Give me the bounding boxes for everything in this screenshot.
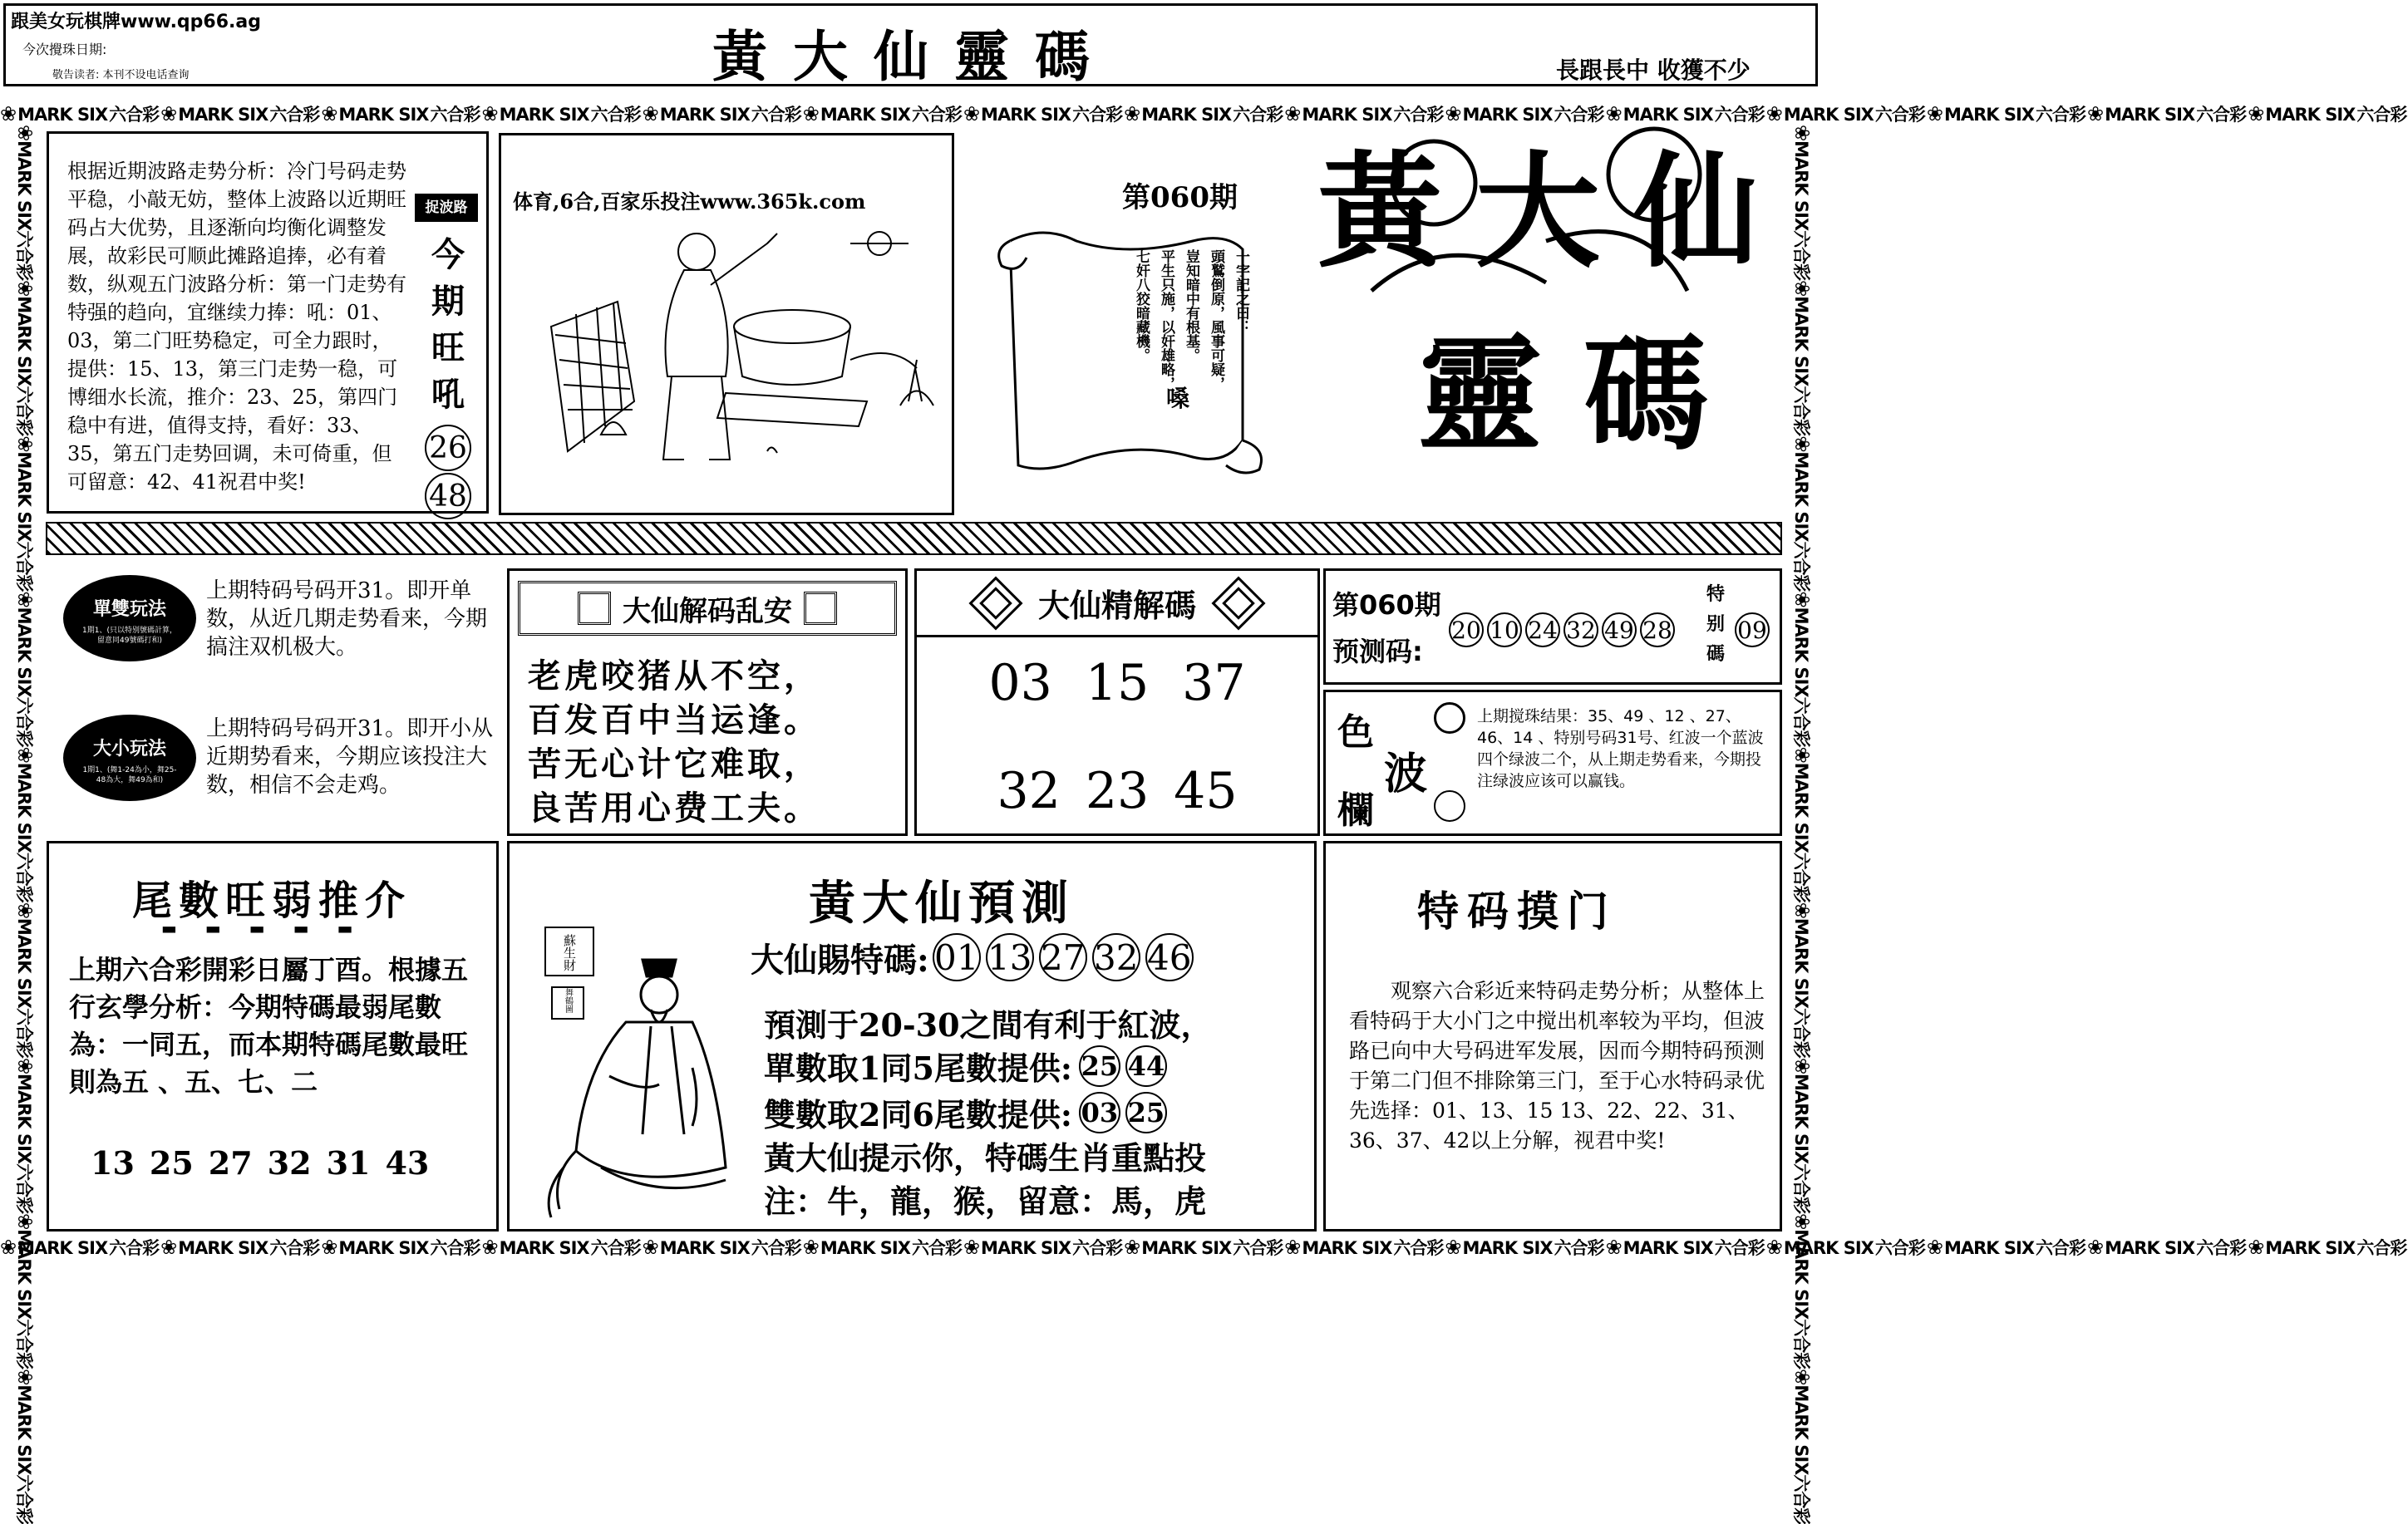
scroll-line: 平生只施，以奸雄略， [1158, 249, 1174, 391]
master-code-number: 03 [988, 654, 1052, 712]
band-text-en: MARK SIX [2265, 1238, 2356, 1258]
flower-icon: ❀ [963, 1236, 980, 1259]
band-text-zh: 六合彩 [1791, 696, 1811, 747]
prediction-label: 预测码: [1332, 636, 1423, 667]
band-text-en: MARK SIX [14, 296, 34, 386]
wave-vertical-words [423, 232, 473, 418]
tail-title: 尾數旺弱推介 [132, 878, 412, 924]
flower-icon: ❀ [2248, 102, 2264, 125]
master-code-number: 45 [1174, 762, 1238, 820]
master-code-header [917, 571, 1317, 637]
flower-icon: ❀ [2087, 1236, 2104, 1259]
band-text-zh: 六合彩 [1554, 1238, 1604, 1258]
border-band-bottom [0, 1235, 2407, 1265]
gift-row [751, 933, 1199, 981]
band-text-en: MARK SIX [1783, 105, 1874, 125]
band-text-en: MARK SIX [1791, 140, 1811, 231]
band-text-en: MARK SIX [1462, 1238, 1553, 1258]
wave-vertical-char: 吼 [431, 375, 465, 414]
odd-even-text: 上期特码号码开31。即开单数，从近几期走势看来，今期搞注双机极大。 [206, 578, 488, 660]
farmer-illustration [518, 210, 942, 509]
band-text-zh: 六合彩 [1393, 105, 1444, 125]
page-title: 黃 大 仙 靈 碼 [712, 24, 1093, 89]
master-code-number: 37 [1182, 654, 1246, 712]
tail-number: 27 [208, 1144, 253, 1182]
prediction-number: 20 [1449, 612, 1484, 647]
diamond-icon [1211, 576, 1265, 630]
flower-icon: ❀ [1445, 102, 1461, 125]
band-text-zh: 六合彩 [1874, 1238, 1925, 1258]
flower-icon: ❀ [802, 1236, 819, 1259]
forecast-line-1: 預測于20-30之間有利于紅波， [764, 1006, 1213, 1044]
flower-icon: ❀ [2087, 102, 2104, 125]
seal-stamp-small-text: 舞鶴圖 [563, 988, 573, 1013]
prediction-numbers [1449, 612, 1678, 647]
flower-icon: ❀ [13, 1057, 37, 1074]
band-text-en: MARK SIX [17, 1238, 108, 1258]
forecast-line-2 [764, 1043, 1172, 1089]
flower-icon: ❀ [1605, 102, 1622, 125]
flower-icon: ❀ [13, 591, 37, 607]
ad-illustration-panel [499, 133, 954, 515]
circle-icon [1434, 702, 1465, 734]
master-code-title: 大仙精解碼 [1037, 587, 1196, 624]
band-text-en: MARK SIX [14, 140, 34, 231]
tail-number: 13 [91, 1144, 135, 1182]
flower-icon: ❀ [13, 902, 37, 918]
band-text-en: MARK SIX [1623, 1238, 1713, 1258]
odd-even-note: 1期1、(只以特别號碼計算，留意同49號碼打和) [82, 627, 177, 645]
band-text-en: MARK SIX [1791, 1384, 1811, 1475]
tail-panel [47, 841, 499, 1231]
band-text-en: MARK SIX [14, 1074, 34, 1164]
flower-icon: ❀ [13, 435, 37, 452]
band-text-en: MARK SIX [2265, 105, 2356, 125]
wave-badge: 捉波路 [415, 194, 478, 222]
band-text-en: MARK SIX [981, 1238, 1071, 1258]
band-text-en: MARK SIX [178, 105, 268, 125]
big-small-label: 大小玩法 [92, 739, 166, 760]
band-text-en: MARK SIX [1783, 1238, 1874, 1258]
flower-icon: ❀ [13, 280, 37, 297]
diamond-icon [968, 576, 1022, 630]
wave-vertical-char: 期 [431, 282, 465, 321]
band-text-en: MARK SIX [1943, 1238, 2035, 1258]
flower-icon: ❀ [1765, 102, 1782, 125]
color-wave-char: 欄 [1337, 789, 1374, 832]
riddle-line: 百发百中当运逢。 [528, 701, 820, 740]
gift-number: 46 [1145, 933, 1194, 981]
date-label: 今次攪珠日期: [22, 42, 107, 57]
band-text-en: MARK SIX [14, 451, 34, 542]
band-text-zh: 六合彩 [751, 1238, 801, 1258]
band-text-zh: 六合彩 [1791, 386, 1811, 436]
band-text-en: MARK SIX [338, 1238, 429, 1258]
flower-icon: ❀ [1790, 280, 1814, 297]
slogan: 長跟長中 收獲不少 [1556, 57, 1751, 84]
gift-number: 13 [986, 933, 1034, 981]
band-text-zh: 六合彩 [14, 1319, 34, 1369]
flower-icon: ❀ [13, 125, 37, 141]
band-text-en: MARK SIX [14, 762, 34, 853]
special-label-char: 特 [1706, 583, 1726, 605]
wave-analysis-panel [47, 131, 489, 514]
band-text-zh: 六合彩 [911, 1238, 962, 1258]
forecast-even-number: 03 [1079, 1092, 1120, 1133]
big-title-char: 黃 [1317, 139, 1442, 285]
prediction-number: 10 [1487, 612, 1522, 647]
band-text-en: MARK SIX [1791, 1074, 1811, 1164]
riddle-panel [507, 568, 908, 836]
band-text-en: MARK SIX [14, 1229, 34, 1320]
flower-icon: ❀ [642, 1236, 658, 1259]
band-text-zh: 六合彩 [1874, 105, 1925, 125]
band-text-zh: 六合彩 [14, 1007, 34, 1058]
band-text-en: MARK SIX [1791, 762, 1811, 853]
band-text-zh: 六合彩 [1791, 1319, 1811, 1369]
big-title-bottom [1396, 322, 1729, 468]
notice: 敬告读者: 本刊不设电话查询 [52, 69, 190, 81]
band-text-zh: 六合彩 [2036, 105, 2086, 125]
tail-number: 25 [149, 1144, 194, 1182]
band-text-en: MARK SIX [1791, 607, 1811, 697]
flower-icon: ❀ [1765, 1236, 1782, 1259]
forecast-panel [507, 841, 1317, 1231]
zigzag-divider [46, 522, 1782, 555]
band-text-en: MARK SIX [14, 917, 34, 1008]
forecast-line-3 [764, 1089, 1172, 1135]
band-text-zh: 六合彩 [430, 105, 480, 125]
big-small-note: 1期1、(舞1-24為小，舞25-48為大，舞49為和) [82, 766, 177, 784]
flower-icon: ❀ [1790, 746, 1814, 763]
big-small-badge [63, 715, 196, 801]
flower-icon: ❀ [1790, 1213, 1814, 1230]
band-text-zh: 六合彩 [269, 1238, 320, 1258]
issue-label: 第060期 [1122, 181, 1238, 214]
forecast-line-5: 注：牛，龍，猴，留意：馬，虎 [764, 1182, 1207, 1220]
prediction-number: 28 [1640, 612, 1675, 647]
band-text-zh: 六合彩 [590, 105, 641, 125]
tail-number: 43 [385, 1144, 430, 1182]
ad-text: 体育,6合,百家乐投注www.365k.com [513, 189, 866, 214]
flower-icon: ❀ [1790, 125, 1814, 141]
flower-icon: ❀ [642, 102, 658, 125]
flower-icon: ❀ [1284, 102, 1301, 125]
flower-icon: ❀ [160, 1236, 177, 1259]
wave-vertical-char: 今 [431, 235, 465, 274]
border-band-left [10, 125, 40, 1524]
flower-icon: ❀ [160, 102, 177, 125]
flower-icon: ❀ [1926, 102, 1943, 125]
band-text-zh: 六合彩 [1791, 541, 1811, 592]
flower-icon: ❀ [1284, 1236, 1301, 1259]
band-text-en: MARK SIX [1943, 105, 2035, 125]
master-code-number: 32 [997, 762, 1061, 820]
band-text-en: MARK SIX [14, 607, 34, 697]
sage-illustration [526, 943, 734, 1226]
circle-icon [1434, 790, 1465, 822]
band-text-en: MARK SIX [820, 105, 910, 125]
riddle-line: 良苦用心费工夫。 [528, 789, 820, 828]
flower-icon: ❀ [1790, 902, 1814, 918]
flower-icon: ❀ [0, 1236, 17, 1259]
flower-icon: ❀ [802, 102, 819, 125]
band-text-en: MARK SIX [820, 1238, 910, 1258]
flower-icon: ❀ [321, 1236, 337, 1259]
header-bar [3, 3, 1818, 89]
band-text-en: MARK SIX [659, 105, 750, 125]
band-text-zh: 六合彩 [14, 230, 34, 281]
band-text-en: MARK SIX [1141, 1238, 1232, 1258]
band-text-en: MARK SIX [1791, 1229, 1811, 1320]
band-text-en: MARK SIX [1141, 105, 1232, 125]
band-text-en: MARK SIX [499, 1238, 589, 1258]
flower-icon: ❀ [1790, 435, 1814, 452]
band-text-en: MARK SIX [338, 105, 429, 125]
flower-icon: ❀ [13, 746, 37, 763]
odd-even-badge [63, 575, 196, 661]
forecast-line-2-label: 單數取1同5尾數提供: [764, 1050, 1072, 1087]
band-text-zh: 六合彩 [2196, 105, 2247, 125]
forecast-even-number: 25 [1125, 1092, 1167, 1133]
wave-number: 26 [425, 425, 471, 471]
color-wave-text: 上期搅珠结果：35、49 、12 、27、46、14 、特别号码31号、红波一个蓝波四个绿波二个，从上期走势看来，今期投注绿波应该可以赢钱。 [1477, 707, 1764, 790]
flower-icon: ❀ [481, 1236, 498, 1259]
wave-vertical-char: 旺 [431, 328, 465, 367]
band-text-en: MARK SIX [1623, 105, 1713, 125]
band-text-zh: 六合彩 [2036, 1238, 2086, 1258]
border-band-right [1787, 125, 1817, 1524]
master-code-row-1 [917, 654, 1317, 712]
flower-icon: ❀ [481, 102, 498, 125]
band-text-zh: 六合彩 [430, 1238, 480, 1258]
riddle-lines [528, 654, 820, 830]
square-icon [578, 592, 611, 625]
band-text-zh: 六合彩 [1554, 105, 1604, 125]
band-text-en: MARK SIX [499, 105, 589, 125]
riddle-line: 老虎咬猪从不空， [528, 656, 820, 696]
scroll-line: 頭鷲倒原，風事可疑， [1208, 249, 1224, 391]
color-wave-char: 波 [1384, 749, 1428, 799]
gift-number: 32 [1092, 933, 1140, 981]
big-title-char: 碼 [1583, 322, 1708, 468]
band-text-zh: 六合彩 [2196, 1238, 2247, 1258]
special-label [1706, 579, 1725, 669]
forecast-odd-number: 44 [1125, 1045, 1167, 1087]
forecast-line-3-label: 雙數取2同6尾數提供: [764, 1096, 1072, 1133]
band-text-zh: 六合彩 [1072, 105, 1123, 125]
band-text-zh: 六合彩 [14, 696, 34, 747]
tail-text: 上期六合彩開彩日屬丁酉。根據五行玄學分析：今期特碼最弱尾數為：一同五，而本期特碼尾數最旺則為五 、五、七、二 [69, 954, 469, 1098]
master-code-panel [914, 568, 1320, 836]
prediction-number: 32 [1563, 612, 1598, 647]
scroll-word: 嗓 [1166, 385, 1190, 412]
band-text-zh: 六合彩 [751, 105, 801, 125]
flower-icon: ❀ [1124, 1236, 1140, 1259]
door-title: 特码摸门 [1417, 887, 1617, 936]
odd-even-label: 單雙玩法 [92, 599, 166, 620]
band-text-zh: 六合彩 [2356, 1238, 2407, 1258]
band-text-zh: 六合彩 [14, 1163, 34, 1214]
big-title-top [1301, 139, 1775, 285]
gift-number: 27 [1039, 933, 1087, 981]
band-text-zh: 六合彩 [1233, 105, 1283, 125]
band-text-zh: 六合彩 [1791, 1163, 1811, 1214]
master-code-row-2 [917, 762, 1317, 820]
forecast-title: 黃大仙預測 [809, 876, 1075, 931]
band-text-en: MARK SIX [2105, 105, 2195, 125]
band-text-en: MARK SIX [659, 1238, 750, 1258]
flower-icon: ❀ [1790, 1057, 1814, 1074]
forecast-odd-number: 25 [1079, 1045, 1120, 1087]
special-label-char: 别 [1706, 613, 1726, 635]
wave-number: 48 [425, 473, 471, 519]
band-text-zh: 六合彩 [14, 852, 34, 902]
band-text-zh: 六合彩 [1233, 1238, 1283, 1258]
band-text-en: MARK SIX [1302, 105, 1392, 125]
flower-icon: ❀ [1790, 1369, 1814, 1385]
odd-even-panel [47, 565, 504, 814]
flower-icon: ❀ [13, 1369, 37, 1385]
flower-icon: ❀ [13, 1213, 37, 1230]
band-text-en: MARK SIX [1791, 917, 1811, 1008]
flower-icon: ❀ [1445, 1236, 1461, 1259]
band-text-zh: 六合彩 [109, 1238, 160, 1258]
band-text-zh: 六合彩 [2356, 105, 2407, 125]
prediction-number: 49 [1602, 612, 1637, 647]
scroll-text [1035, 249, 1251, 449]
band-text-zh: 六合彩 [1072, 1238, 1123, 1258]
master-code-number: 23 [1085, 762, 1150, 820]
band-text-zh: 六合彩 [1714, 1238, 1765, 1258]
band-text-en: MARK SIX [14, 1384, 34, 1475]
flower-icon: ❀ [1124, 102, 1140, 125]
band-text-en: MARK SIX [1462, 105, 1553, 125]
riddle-title [518, 581, 897, 636]
band-text-en: MARK SIX [981, 105, 1071, 125]
door-text: 观察六合彩近来特码走势分析；从整体上看特码于大小门之中搅出机率较为平均，但波路已向中大号码进军发展，因而今期特码预测于第二门但不排除第三门，至于心水特码录优先选择：01、13、15 13、22、22、31、36、37、42以上分解，视君中奖! [1349, 979, 1765, 1153]
square-icon [804, 592, 837, 625]
tail-dots: ▬▬▬▬▬ [161, 918, 382, 938]
band-text-zh: 六合彩 [269, 105, 320, 125]
band-text-zh: 六合彩 [109, 105, 160, 125]
band-text-zh: 六合彩 [1714, 105, 1765, 125]
riddle-line: 苦无心计它难取， [528, 745, 820, 784]
forecast-line-4: 黃大仙提示你，特碼生肖重點投 [764, 1139, 1207, 1177]
tail-number: 31 [326, 1144, 371, 1182]
band-text-zh: 六合彩 [14, 386, 34, 436]
tail-numbers [91, 1144, 429, 1182]
band-text-en: MARK SIX [178, 1238, 268, 1258]
prediction-number: 24 [1525, 612, 1560, 647]
flower-icon: ❀ [963, 102, 980, 125]
door-panel [1323, 841, 1782, 1231]
scroll-line: 一字記之曰： [1233, 249, 1249, 334]
prediction-issue: 第060期 [1332, 589, 1441, 621]
riddle-title-text: 大仙解码乱安 [623, 594, 792, 628]
band-text-zh: 六合彩 [1791, 1007, 1811, 1058]
flower-icon: ❀ [321, 102, 337, 125]
wave-analysis-text: 根据近期波路走势分析：冷门号码走势平稳，小敲无妨，整体上波路以近期旺码占大优势，且逐渐向均衡化调整发展，故彩民可顺此摊路追捧，必有着数，纵观五门波路分析：第一门走势有特强的趋向，宜继续力捧：吼：01、03，第二门旺势稳定，可全力跟时，提供：15、13，第三门走势一稳，可博细水长流，推介：23、25，第四门稳中有进，值得支持，看好：33、35，第五门走势回调，未可倚重，但可留意：42、41祝君中奖! [67, 160, 406, 494]
band-text-zh: 六合彩 [1393, 1238, 1444, 1258]
flower-icon: ❀ [1605, 1236, 1622, 1259]
gift-number: 01 [933, 933, 981, 981]
big-title-char: 仙 [1632, 139, 1758, 285]
band-text-zh: 六合彩 [590, 1238, 641, 1258]
site-line: 跟美女玩棋牌www.qp66.ag [11, 12, 261, 32]
band-text-en: MARK SIX [17, 105, 108, 125]
flower-icon: ❀ [0, 102, 17, 125]
big-small-text: 上期特码号码开31。即开小从近期势看来，今期应该投注大数，相信不会走鸡。 [206, 716, 494, 798]
flower-icon: ❀ [1790, 591, 1814, 607]
band-text-en: MARK SIX [1302, 1238, 1392, 1258]
flower-icon: ❀ [1926, 1236, 1943, 1259]
band-text-zh: 六合彩 [14, 541, 34, 592]
band-text-zh: 六合彩 [1791, 1474, 1811, 1524]
band-text-en: MARK SIX [1791, 296, 1811, 386]
band-text-zh: 六合彩 [911, 105, 962, 125]
band-text-en: MARK SIX [1791, 451, 1811, 542]
special-number: 09 [1735, 612, 1770, 647]
tail-number: 32 [267, 1144, 312, 1182]
band-text-zh: 六合彩 [1791, 852, 1811, 902]
scroll-line: 七奸八狡暗藏機。 [1133, 249, 1150, 362]
band-text-zh: 六合彩 [1791, 230, 1811, 281]
special-label-char: 碼 [1706, 643, 1726, 665]
band-text-en: MARK SIX [2105, 1238, 2195, 1258]
prediction-panel [1323, 568, 1782, 685]
color-wave-panel [1323, 690, 1782, 836]
master-code-number: 15 [1085, 654, 1150, 712]
band-text-zh: 六合彩 [14, 1474, 34, 1524]
flower-icon: ❀ [2248, 1236, 2264, 1259]
big-title-char: 靈 [1416, 322, 1542, 468]
gift-label: 大仙賜特碼: [751, 940, 929, 980]
scroll-line: 豈知暗中有根基。 [1183, 249, 1199, 362]
seal-stamp-text: 蘇生財 [562, 933, 577, 971]
big-title-char: 大 [1475, 139, 1600, 285]
color-wave-char: 色 [1337, 711, 1374, 754]
